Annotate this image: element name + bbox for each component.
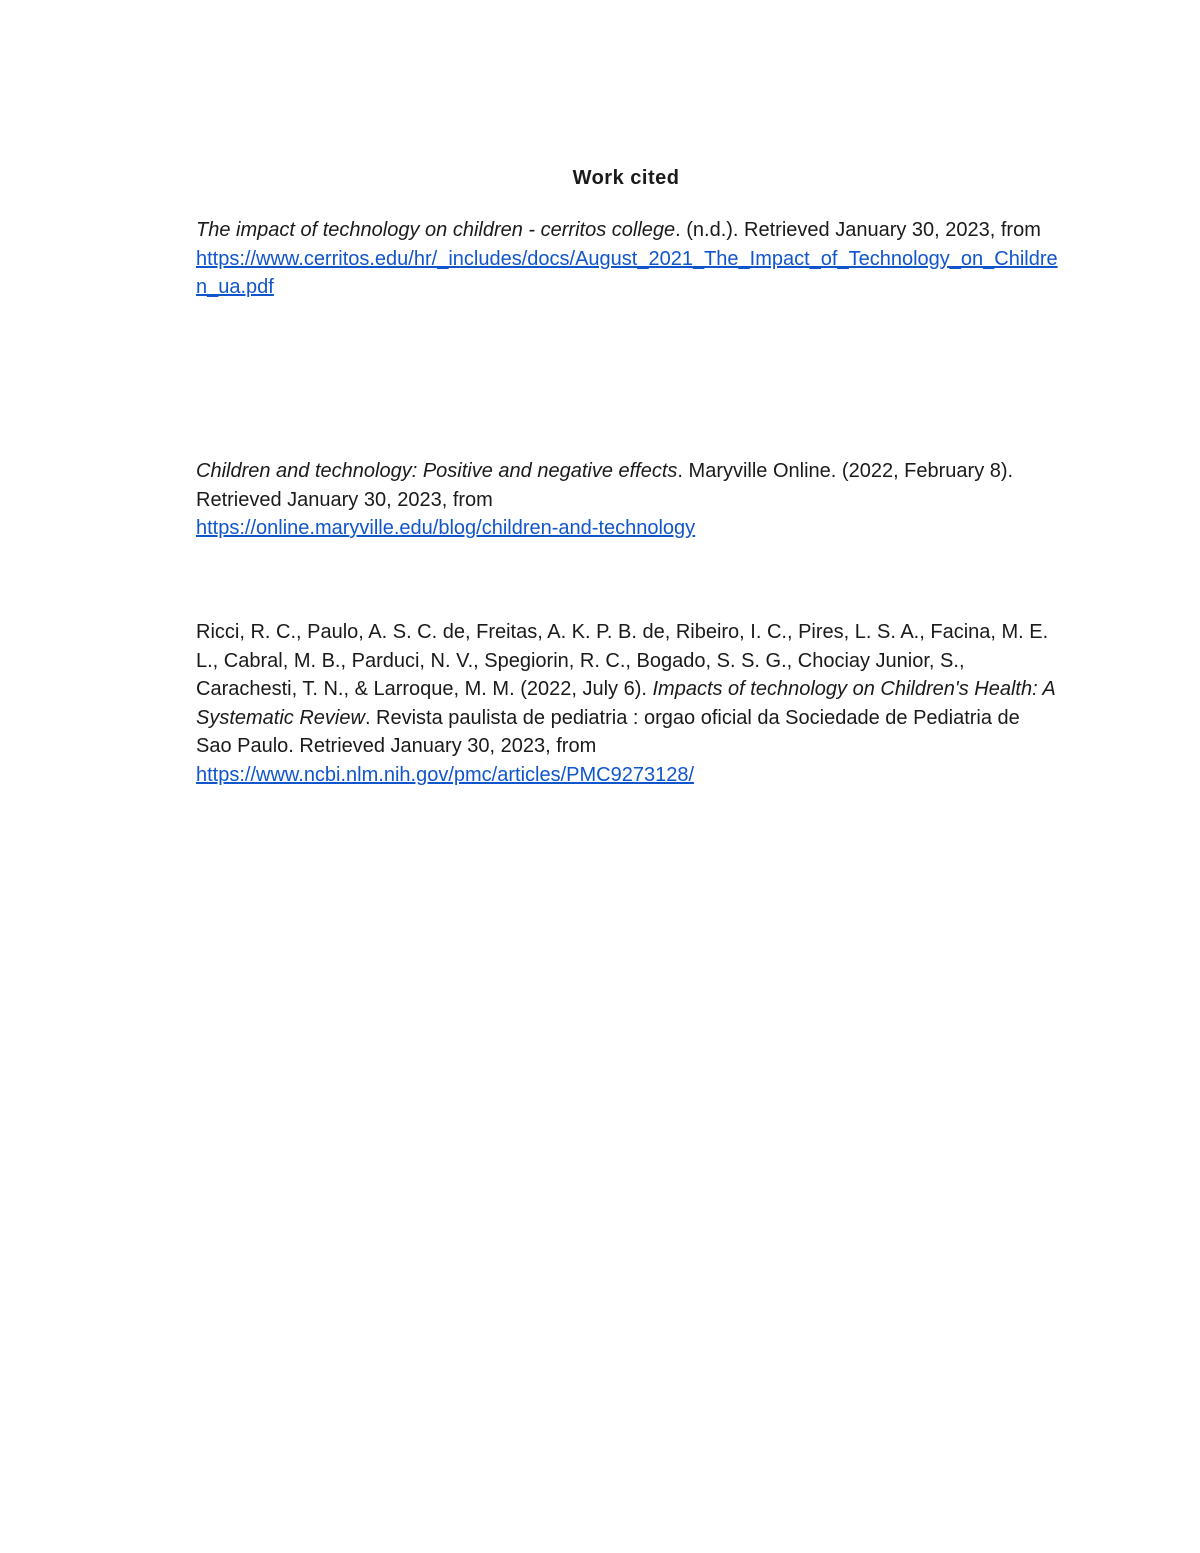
citation-3 bbox=[196, 618, 1058, 790]
citation-3-title: Impacts of technology on Children's Health: A Systematic Review bbox=[196, 678, 1056, 729]
citation-1-title: The impact of technology on children - cerritos college bbox=[196, 219, 676, 241]
citation-2-title: Children and technology: Positive and negative effects bbox=[196, 460, 678, 482]
citation-1-link[interactable]: https://www.cerritos.edu/hr/_includes/docs/August_2021_The_Impact_of_Technology_on_Children_ua.pdf bbox=[196, 247, 1058, 299]
citation-2-details: . Maryville Online. (2022, February 8). Retrieved January 30, 2023, from bbox=[196, 460, 1014, 511]
citation-1 bbox=[196, 216, 1058, 302]
citation-2 bbox=[196, 457, 1058, 543]
citation-3-authors: Ricci, R. C., Paulo, A. S. C. de, Freitas, A. K. P. B. de, Ribeiro, I. C., Pires, L. S. A., Facina, M. E. L., Cabral, M. B., Parduci, N. V., Spegiorin, R. C., Bogado, S. S. G., Chociay Junior, S., Carachesti, T. N., & Larroque, M. M. (2022, July 6). bbox=[196, 621, 1049, 701]
citation-3-details: . Revista paulista de pediatria : orgao oficial da Sociedade de Pediatria de Sao Paulo. Retrieved January 30, 2023, from bbox=[196, 706, 1020, 758]
citation-3-link[interactable]: https://www.ncbi.nlm.nih.gov/pmc/articles/PMC9273128/ bbox=[196, 763, 694, 786]
citation-2-link[interactable]: https://online.maryville.edu/blog/children-and-technology bbox=[196, 517, 696, 540]
page-title: Work cited bbox=[572, 167, 680, 189]
citation-1-details: . (n.d.). Retrieved January 30, 2023, from bbox=[675, 219, 1041, 241]
